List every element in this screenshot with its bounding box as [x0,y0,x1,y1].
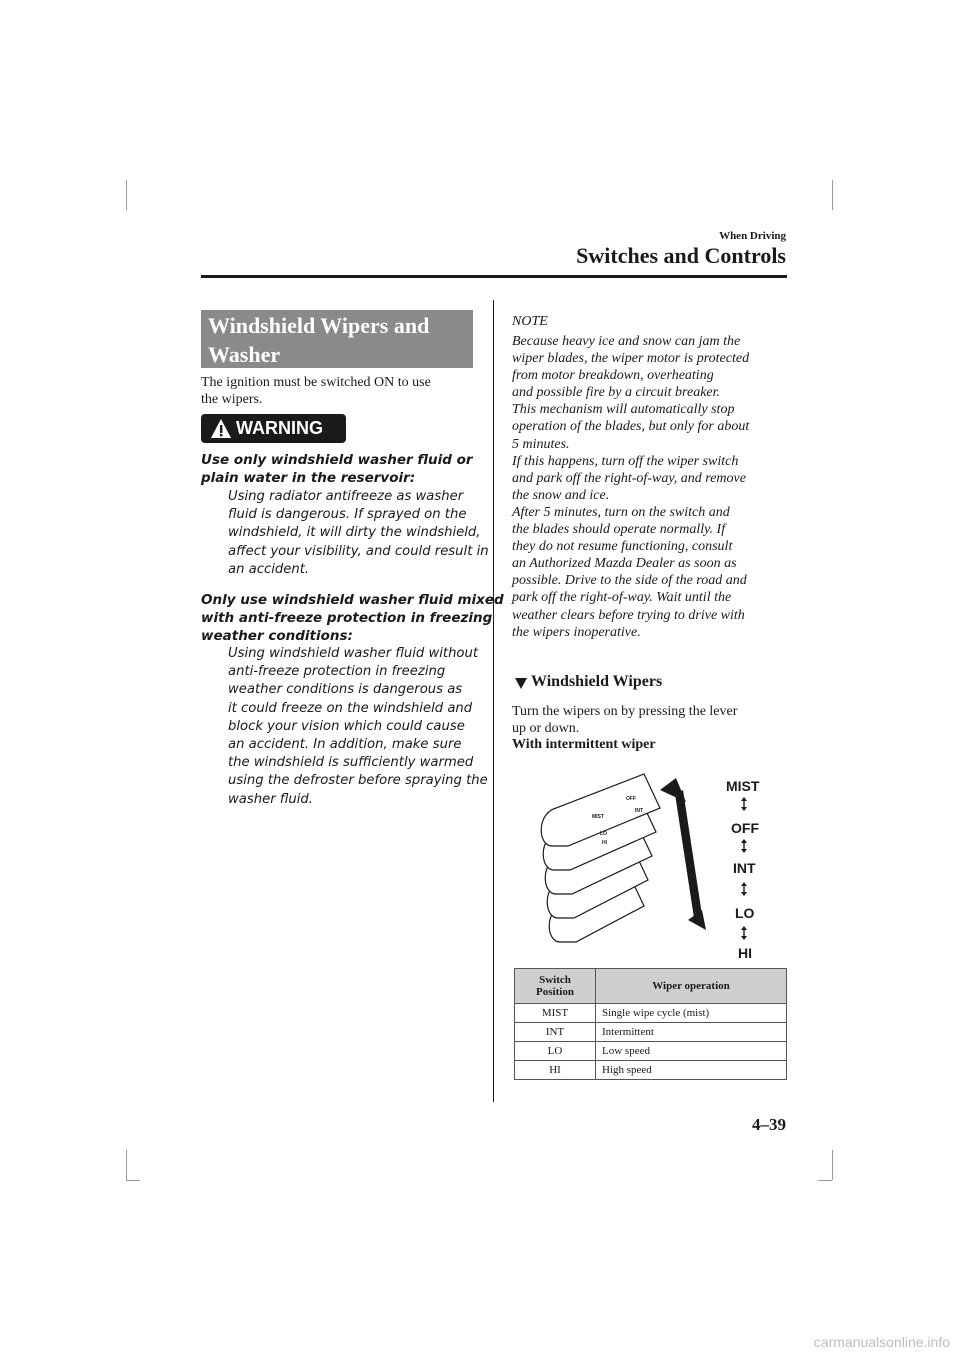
intro-text [201,374,431,408]
wiper-operation-table [514,968,787,1080]
updown-arrow-icon [740,926,748,940]
crop-mark [832,180,833,210]
note-line: Because heavy ice and snow can jam the [512,334,741,349]
table-header-position [515,969,596,1004]
table-cell-position: INT [515,1023,596,1042]
header-line: Position [536,986,574,998]
crop-mark [832,1150,833,1180]
article-title [201,310,473,368]
crop-mark [126,1180,140,1181]
warning-body-line: using the defroster before spraying the [228,773,488,789]
table-cell-operation: Intermittent [596,1023,787,1042]
warning-body-line: the windshield is sufficiently warmed [228,755,474,771]
position-label: HI [738,945,752,961]
warning-body-line: anti-freeze protection in freezing [228,664,446,680]
lever-mark: HI [602,840,607,846]
table-row [515,1042,787,1061]
note-line: weather clears before trying to drive with [512,607,745,623]
page-number: 4–39 [752,1115,786,1134]
table-cell-operation: Low speed [596,1042,787,1061]
table-cell-position: LO [515,1042,596,1061]
warning-heading-line: with anti-freeze protection in freezing [201,610,493,626]
column-divider [493,300,494,1102]
table-cell-operation: Single wipe cycle (mist) [596,1004,787,1023]
note-line: the snow and ice. [512,487,610,503]
crop-mark [818,1180,832,1181]
header-line: Switch [539,974,571,986]
warning-body-line: fluid is dangerous. If sprayed on the [228,507,467,523]
note-line: 5 minutes. [512,436,570,452]
position-label: LO [735,905,755,921]
note-line: wiper blades, the wiper motor is protected [512,351,750,367]
note-line: possible. Drive to the side of the road and [512,573,747,589]
warning-heading-line: Only use windshield washer fluid mixed [201,592,504,608]
warning-body-line: washer fluid. [228,791,313,807]
note-line: This mechanism will automatically stop [512,402,735,418]
header-rule [201,275,787,278]
warning2-heading [201,591,504,645]
position-label: MIST [726,778,760,794]
note-line: park off the right-of-way. Wait until the [512,590,732,606]
warning1-heading [201,451,473,487]
note-line: from motor breakdown, overheating [512,368,714,384]
note-line: they do not resume functioning, consult [512,539,733,555]
watermark: carmanualsonline.info [813,1334,950,1350]
warning-body-line: Using windshield washer fluid without [228,646,479,661]
note-label: NOTE [512,314,548,329]
warning-label: WARNING [236,418,323,438]
note-line: the wipers inoperative. [512,624,641,640]
lever-mark: INT [635,808,644,814]
table-row [515,1023,787,1042]
triangle-down-icon [514,676,528,690]
lever-mark: LO [600,831,607,837]
warning-body-line: weather conditions is dangerous as [228,682,463,698]
note-line: the blades should operate normally. If [512,522,726,538]
wipers-intro-line: Turn the wipers on by pressing the lever [512,704,738,719]
updown-arrow-icon [740,882,748,896]
warning1-body [228,488,489,579]
table-row [515,1004,787,1023]
note-line: and possible fire by a circuit breaker. [512,385,721,401]
note-line: and park off the right-of-way, and remove [512,470,746,486]
warning-body-line: block your vision which could cause [228,718,465,734]
crop-mark [126,180,127,210]
position-label: OFF [731,820,759,836]
table-cell-operation: High speed [596,1061,787,1080]
warning-heading-line: weather conditions: [201,628,353,644]
note-line: an Authorized Mazda Dealer as soon as [512,556,737,572]
warning2-body [228,645,488,809]
warning-heading-line: Use only windshield washer fluid or [201,452,473,468]
position-label: INT [733,860,756,876]
note-line: operation of the blades, but only for about [512,419,750,435]
table-header-row [515,969,787,1004]
section-heading: Windshield Wipers [531,673,663,690]
table-header-operation: Wiper operation [596,969,787,1004]
warning-heading-line: plain water in the reservoir: [201,470,416,486]
table-row [515,1061,787,1080]
intermittent-label: With intermittent wiper [512,737,656,752]
crop-mark [126,1150,127,1180]
updown-arrow-icon [740,797,748,811]
note-line: After 5 minutes, turn on the switch and [512,504,730,520]
header-section: When Driving [719,230,786,242]
warning-body-line: windshield, it will dirty the windshield, [228,525,481,541]
intro-line: the wipers. [201,392,263,407]
article-title-line: Washer [208,342,281,367]
warning-body-line: Using radiator antifreeze as washer [228,489,464,504]
warning-body-line: an accident. In addition, make sure [228,737,462,753]
wipers-intro [512,703,737,737]
warning-body-line: an accident. [228,561,310,577]
double-arrow-icon [660,778,706,930]
wipers-intro-line: up or down. [512,721,580,736]
table-cell-position: MIST [515,1004,596,1023]
table-cell-position: HI [515,1061,596,1080]
updown-arrow-icon [740,839,748,853]
lever-mark: MIST [592,814,604,820]
warning-body-line: it could freeze on the windshield and [228,700,473,716]
intro-line: The ignition must be switched ON to use [201,375,431,390]
header-title: Switches and Controls [576,243,786,268]
note-body [512,333,749,641]
warning-icon [210,418,232,440]
note-line: If this happens, turn off the wiper switch [512,453,739,469]
warning-body-line: affect your visibility, and could result in [228,543,489,559]
article-title-line: Windshield Wipers and [208,313,430,338]
lever-mark: OFF [626,796,636,802]
